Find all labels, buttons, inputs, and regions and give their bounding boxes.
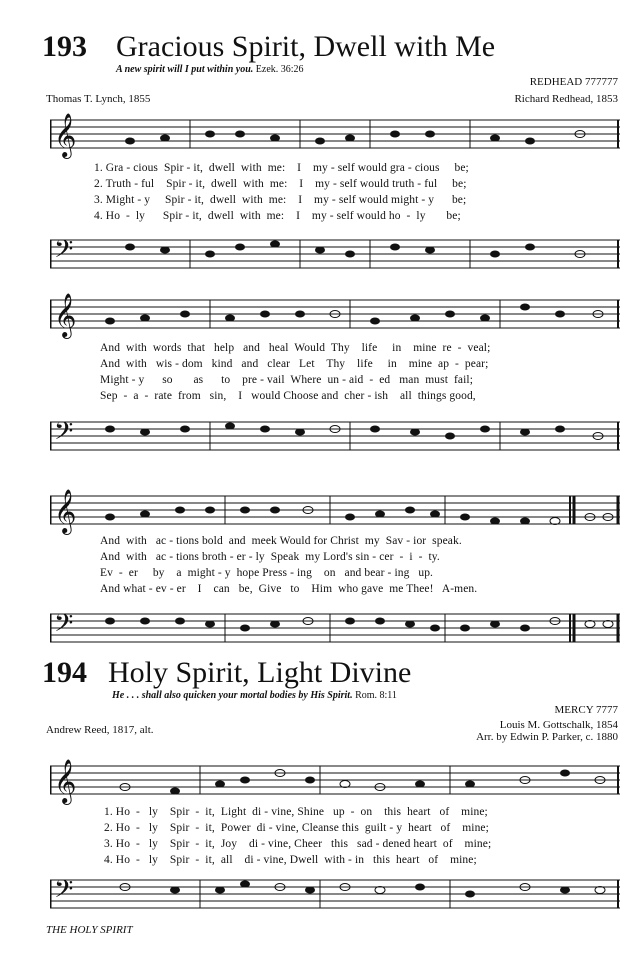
- epigraph-text: He . . . shall also quicken your mortal bodies by His Spirit.: [112, 690, 353, 701]
- section-footer: THE HOLY SPIRIT: [46, 924, 133, 936]
- lyric-line: 4. Ho - ly Spir - it, dwell with me: I my - self would ho - ly be;: [94, 210, 461, 222]
- bass-staff: [50, 868, 620, 920]
- svg-text:𝄢: 𝄢: [54, 418, 74, 451]
- lyric-line: 3. Might - y Spir - it, dwell with me: I my - self would might - y be;: [94, 194, 467, 206]
- words-credit: Thomas T. Lynch, 1855: [46, 93, 151, 105]
- hymn-number: 194: [42, 656, 87, 689]
- lyric-line: Ev - er by a might - y hope Press - ing on and bear - ing up.: [100, 567, 434, 579]
- tune-name: REDHEAD 777777: [529, 76, 618, 88]
- epigraph-reference: Ezek. 36:26: [255, 64, 304, 75]
- bass-staff: [50, 228, 620, 278]
- treble-staff: [50, 290, 620, 340]
- lyric-line: 1. Gra - cious Spir - it, dwell with me: I my - self would gra - cious be;: [94, 162, 469, 174]
- lyric-line: Sep - a - rate from sin, I would Choose and cher - ish all things good,: [100, 390, 476, 402]
- svg-text:𝄢: 𝄢: [54, 610, 74, 643]
- treble-staff: [50, 756, 620, 806]
- music-credit: Louis M. Gottschalk, 1854: [499, 719, 618, 731]
- svg-text:𝄢: 𝄢: [54, 236, 74, 269]
- svg-text:𝄞: 𝄞: [54, 761, 77, 803]
- lyric-line: And with ac - tions bold and meek Would for Christ my Sav - ior speak.: [100, 535, 462, 547]
- svg-text:𝄞: 𝄞: [54, 115, 77, 157]
- arranger-credit: Arr. by Edwin P. Parker, c. 1880: [476, 731, 618, 743]
- svg-text:𝄢: 𝄢: [54, 876, 74, 909]
- lyric-line: And with wis - dom kind and clear Let Thy life in mine ap - pear;: [100, 358, 489, 370]
- treble-staff: [50, 486, 620, 536]
- hymn-epigraph: [112, 690, 397, 701]
- lyric-line: 2. Truth - ful Spir - it, dwell with me: I my - self would truth - ful be;: [94, 178, 467, 190]
- lyric-line: And with ac - tions broth - er - ly Speak my Lord's sin - cer - i - ty.: [100, 551, 440, 563]
- hymn-epigraph: [116, 64, 304, 75]
- svg-text:𝄞: 𝄞: [54, 295, 77, 337]
- lyric-line: And what - ev - er I can be, Give to Him who gave me Thee! A-men.: [100, 583, 478, 595]
- lyric-line: 1. Ho - ly Spir - it, Light di - vine, Shine up - on this heart of mine;: [104, 806, 488, 818]
- bass-staff: [50, 410, 620, 460]
- lyric-line: And with words that help and heal Would Thy life in mine re - veal;: [100, 342, 491, 354]
- lyric-line: 2. Ho - ly Spir - it, Power di - vine, Cleanse this guilt - y heart of mine;: [104, 822, 489, 834]
- hymn-title: Gracious Spirit, Dwell with Me: [116, 30, 496, 63]
- epigraph-reference: Rom. 8:11: [355, 690, 397, 701]
- tune-name: MERCY 7777: [554, 704, 618, 716]
- treble-staff: [50, 110, 620, 160]
- lyric-line: 3. Ho - ly Spir - it, Joy di - vine, Cheer this sad - dened heart of mine;: [104, 838, 492, 850]
- lyric-line: Might - y so as to pre - vail Where un - aid - ed man must fail;: [100, 374, 473, 386]
- music-credit: Richard Redhead, 1853: [514, 93, 618, 105]
- hymn-number: 193: [42, 30, 87, 63]
- lyric-line: 4. Ho - ly Spir - it, all di - vine, Dwell with - in this heart of mine;: [104, 854, 477, 866]
- svg-text:𝄞: 𝄞: [54, 491, 77, 533]
- bass-staff: [50, 602, 620, 652]
- hymn-title: Holy Spirit, Light Divine: [108, 656, 412, 689]
- words-credit: Andrew Reed, 1817, alt.: [46, 724, 154, 736]
- epigraph-text: A new spirit will I put within you.: [116, 64, 254, 75]
